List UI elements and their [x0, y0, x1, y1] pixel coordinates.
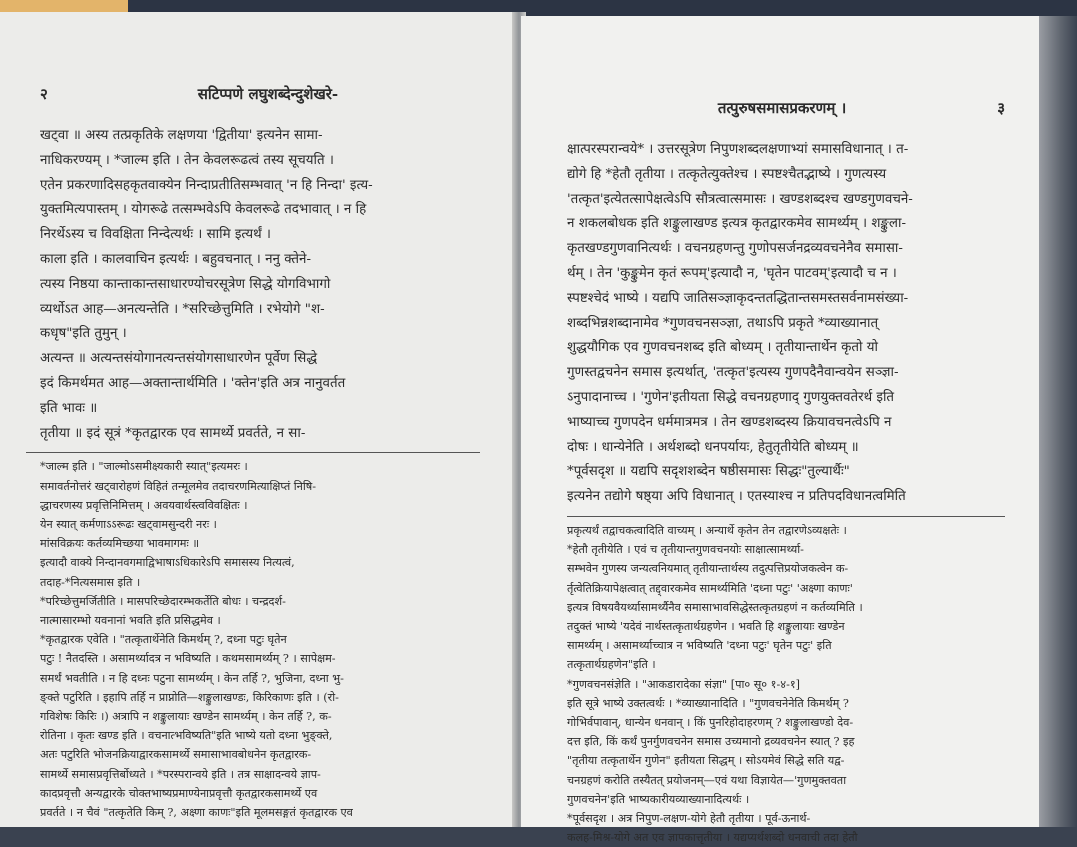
book-corner-tab	[0, 0, 128, 12]
left-footnote-rule	[26, 452, 480, 453]
right-main-text: क्षात्परस्परान्वये* । उत्तरसूत्रेण निपुणशब्दलक्षणाभ्यां समासविधानात् । त- द्योगे हि *हेतौ तृतीया । तत्कृतेत्युक्तेश्च । स्पष्टश्चैतद्भाष्ये । गुणत्यस्य 'तत्कृत'इत्येतत्सापेक्षत्वेऽपि सौत्रत्वात्समासः । खण्डशब्दश्च खण्डगुणवचने- न शकलबोधक इति शङ्कुलाखण्ड इत्यत्र कृतद्वारकमेव सामर्थ्यम् । शङ्कुला- कृतखण्डगुणवानित्यर्थः । वचनग्रहणन्तु गुणोपसर्जनद्रव्यवचनेनैव समासा- र्थम् । तेन 'कुङ्कुमेन कृतं रूपम्'इत्यादौ न, 'घृतेन पाटवम्'इत्यादौ च न । स्पष्टश्चेदं भाष्ये । यद्यपि जातिसञ्ज्ञाकृदन्ततद्धितान्तसमस्तसर्वनामसंख्या- शब्दभिन्नशब्दानामेव *गुणवचनसञ्ज्ञा, तथाऽपि प्रकृते *व्याख्यानात् शुद्धयौगिक एव गुणवचनशब्द इति बोध्यम् । तृतीयान्तार्थेन कृतो यो गुणस्तद्वचनेन समास इत्यर्थात्, 'तत्कृत'इत्यस्य गुणपदैनैवान्वयेन सञ्ज्ञा- ऽनुपादानाच्च । 'गुणेन'इतीयता सिद्धे वचनग्रहणाद् गुणयुक्तवतेरर्थ इति भाष्याच्च गुणपदेन धर्ममात्रमत्र । तेन खण्डशब्दस्य क्रियावचनत्वेऽपि न दोषः । धान्येनेति । अर्थशब्दो धनपर्यायः, हेतुतृतीयेति बोध्यम् ॥ *पूर्वसदृश ॥ यद्यपि सदृशशब्देन षष्ठीसमासः सिद्धः"तुल्यार्थैः" इत्यनेन तद्योगे षष्ठ्या अपि विधानात् । एतस्याश्च न प्रतिपदविधानत्वमिति	[567, 142, 913, 505]
left-page-number: २	[40, 85, 48, 103]
left-main-text: खट्वा ॥ अस्य तत्प्रकृतिके लक्षणया 'द्वितीया' इत्यनेन सामा- नाधिकरण्यम् । *जाल्म इति । तेन केवलरूढत्वं तस्य सूचयति । एतेन प्रकरणादिसहकृतवाक्येन निन्दाप्रतीतिसम्भवात् 'न हि निन्दा' इत्य- युक्तमित्यपास्तम् । योगरूढे तत्सम्भवेऽपि केवलरूढे तदभावात् । न हि निरर्थेऽस्य च विवक्षिता निन्देत्यर्थः । सामि इत्यर्थं । काला इति । कालवाचिन इत्यर्थः । बहुवचनात् । ननु क्तेने- त्यस्य निष्ठया कान्ताकान्तसाधारण्योचरसूत्रेण सिद्धे योगविभागो व्यर्थोऽत आह—अनत्यन्तेति । *सरिच्छेत्तुमिति । रभेयोगे "श- कधृष"इति तुमुन् । अत्यन्त ॥ अत्यन्तसंयोगानत्यन्तसंयोगसाधारणेन पूर्वेण सिद्धे इदं किमर्थमत आह—अक्तान्तार्थमिति । 'क्तेन'इति अत्र नानुवर्तत इति भावः ॥ तृतीया ॥ इदं सूत्रं *कृतद्वारक एव सामर्थ्ये प्रवर्तते, न सा-	[40, 128, 373, 441]
right-page-number: ३	[997, 99, 1005, 117]
left-running-head: सटिप्पणे लघुशब्देन्दुशेखरे-	[197, 85, 339, 103]
left-page-header	[40, 84, 488, 104]
right-running-head: तत्पुरुषसमासप्रकरणम् ।	[717, 99, 847, 117]
right-page-header	[567, 98, 1005, 118]
right-footnote-rule	[567, 516, 1005, 517]
right-footnotes: प्रकृत्यर्थं तद्वाचकत्वादिति वाच्यम् । अन्यार्थे कृतेन तेन तद्वारणेऽव्यक्षतेः । *हेतौ तृतीयेति । एवं च तृतीयान्तगुणवचनयोः साक्षात्सामर्थ्या- सम्भवेन गुणस्य जन्यत्वनियमात् तृतीयान्तार्थस्य तदुत्पत्तिप्रयोजकत्वेन क- र्तृत्वेतिक्रियापेक्षत्वात् तद्द्वारकमेव सामर्थ्यमिति 'दध्ना पटुः' 'अक्ष्णा काणः' इत्यत्र विषयवैयर्थ्यासामर्थ्यैनैव समासाभावसिद्धेस्तत्कृतग्रहणं न कर्तव्यमिति । तदुक्तं भाष्ये 'यदेवं नार्थस्तत्कृतार्थग्रहणेन । भवति हि शङ्कुलायाः खण्डेन सामर्थ्यम् । असामर्थ्याच्चात्र न भविष्यति 'दध्ना पटुः' घृतेन पटुः' इति तत्कृतार्थग्रहणेन"इति । *गुणवचनसंज्ञेति । "आकडारादेका संज्ञा" [पा० सू० १-४-१] इति सूत्रे भाष्ये उक्तत्वर्थः । *व्याख्यानादिति । "गुणवचनेनेति किमर्थम् ? गोभिर्वपावान्, धान्येन धनवान् । किं पुनरिहोदाहरणम् ? शङ्कुलाखण्डो देव- दत्त इति, किं कर्थं पुनर्गुणवचनेन समास उच्यमानो द्रव्यवचनेन स्यात् ? इह "तृतीया तत्कृतार्थेन गुणेन" इतीयता सिद्धम् । सोऽयमेवं सिद्धे सति यद्व- चनग्रहणं करोति तस्यैतत् प्रयोजनम्—एवं यथा विज्ञायेत—'गुणमुक्तवता गुणवचनेन'इति भाष्यकारीयव्याख्यानादित्यर्थः । *पूर्वसदृश । अत्र निपुण-लक्षण-योगे हेतौ तृतीया । पूर्व-ऊनार्थ- कलह-मिश्र-योगे अत एव ज्ञापकात्तृतीया । यद्यप्यर्थशब्दो धनवाची तदा हेतौ	[567, 523, 863, 845]
left-footnotes: *जाल्म इति । "जाल्मोऽसमीक्ष्यकारी स्यात्"इत्यमरः । समावर्तनोत्तरं खट्वारोहणं विहितं तन्मूलमेव तदाचरणमित्याक्षिप्तं निषि- द्धाचरणस्य प्रवृत्तिनिमित्तम् । अवयवार्थस्त्वविवक्षितः । येन स्यात् कर्मणाऽऽरूढः खट्वामसुन्दरी नरः । मांसविक्रयः कर्तव्यमिच्छया भावमागमः ॥ इत्यादौ वाक्ये निन्दानवगमाद्विभाषाऽधिकारेऽपि समासस्य नित्यत्वं, तदाह-*नित्यसमास इति । *परिच्छेत्तुमर्जितीति । मासपरिच्छेदारम्भकर्तेति बोधः । चन्द्रदर्श- नात्मासारम्भो यवनानां भवति इति प्रसिद्धमेव । *कृतद्वारक एवेति । "तत्कृतार्थेनेति किमर्थम् ?, दध्ना पटुः घृतेन पटुः ! नैतदस्ति । असामर्थ्यादत्र न भविष्यति । कथमसामर्थ्यम् ? । सापेक्षम- समर्थं भवतीति । न हि दध्नः पटुना सामर्थ्यम् । केन तर्हि ?, भुजिना, दध्ना भु- ङ्क्ते पटुरिति । इहापि तर्हि न प्राप्नोति—शङ्कुलाखण्डः, किरिकाणः इति । (रो- गविशेषः किरिः ।) अत्रापि न शङ्कुलायाः खण्डेन सामर्थ्यम् । केन तर्हि ?, क- रोतिना । कृतः खण्ड इति । वचनात्भविष्यति"इति भाष्ये यतो दध्ना भुङ्क्ते, अतः पटुरिति भोजनक्रियाद्वारकसामर्थ्ये समासाभावबोधनेन कृतद्वारक- सामर्थ्ये समासप्रवृत्तिर्बोध्यते । *परस्परान्वये इति । तत्र साक्षादन्वये ज्ञाप- कादप्रवृत्तौ अन्यद्वारके चोक्तभाष्यप्रमाण्येनाप्रवृत्तौ कृतद्वारकसामर्थ्ये एव प्रवर्तते । न चैवं "तत्कृतेति किम् ?, अक्ष्णा काणः"इति मूलमसङ्गतं कृतद्वारक एव	[40, 460, 353, 820]
left-page	[0, 12, 516, 827]
right-page	[521, 16, 1039, 845]
page-edges	[1039, 16, 1077, 827]
